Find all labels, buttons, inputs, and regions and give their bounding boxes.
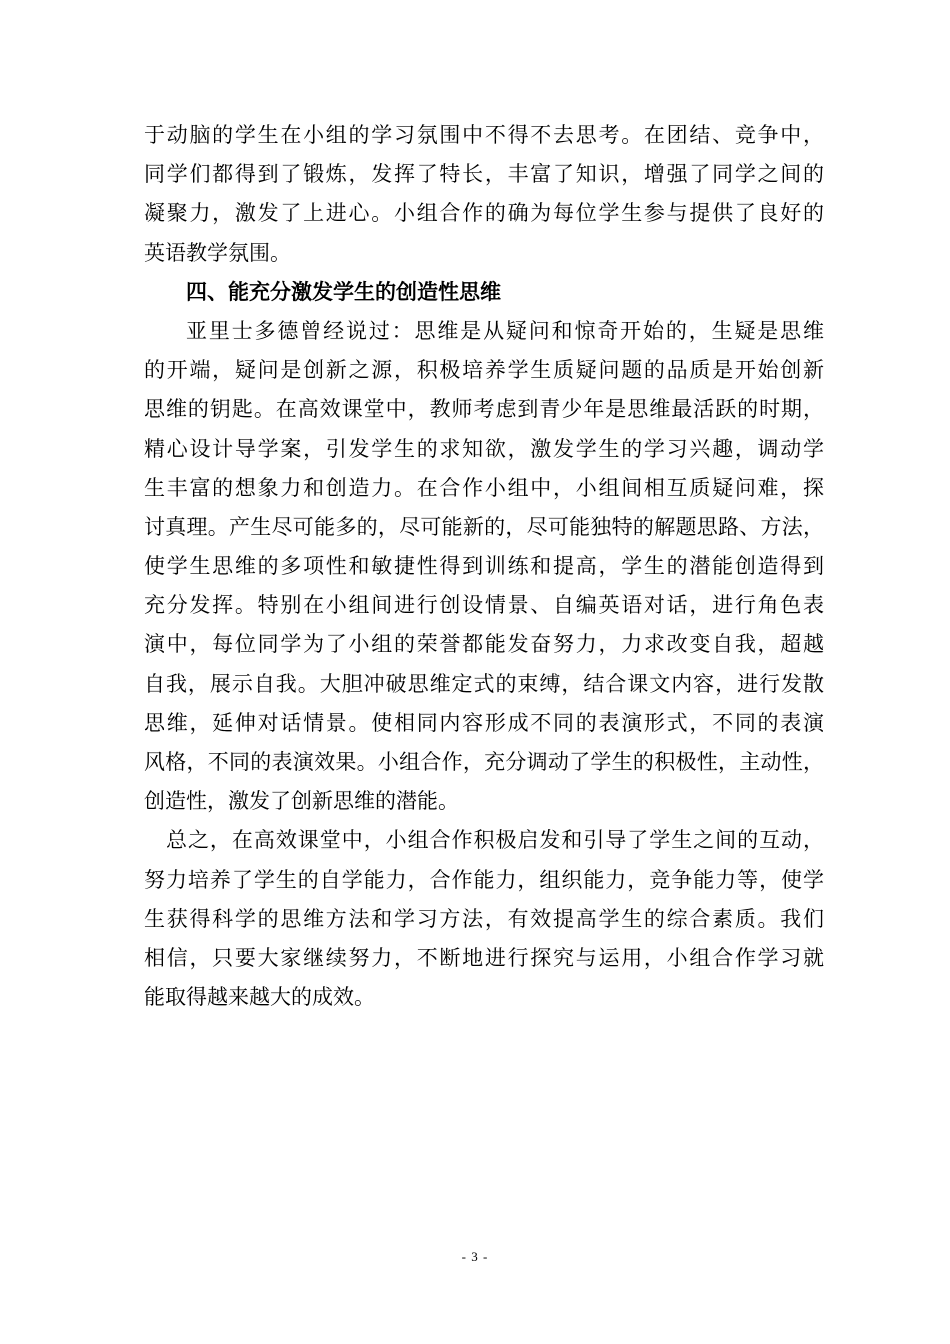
section-heading: 四、能充分激发学生的创造性思维 — [186, 279, 501, 304]
text-line: 思维，延伸对话情景。使相同内容形成不同的表演形式，不同的表演 — [144, 710, 824, 735]
text-line: 生丰富的想象力和创造力。在合作小组中，小组间相互质疑问难，探 — [144, 475, 824, 500]
text-line: 的开端，疑问是创新之源，积极培养学生质疑问题的品质是开始创新 — [144, 358, 824, 383]
text-line: 能取得越来越大的成效。 — [144, 985, 375, 1010]
text-line: 演中，每位同学为了小组的荣誉都能发奋努力，力求改变自我，超越 — [144, 632, 824, 657]
text-line: 思维的钥匙。在高效课堂中，教师考虑到青少年是思维最活跃的时期， — [144, 397, 824, 422]
paragraph-conclusion — [144, 821, 824, 1017]
document-body — [144, 116, 824, 1017]
text-line: 使学生思维的多项性和敏捷性得到训练和提高，学生的潜能创造得到 — [144, 554, 824, 579]
text-line: 相信，只要大家继续努力，不断地进行探究与运用，小组合作学习就 — [144, 945, 824, 970]
text-line: 亚里士多德曾经说过：思维是从疑问和惊奇开始的，生疑是思维 — [186, 318, 824, 343]
text-line: 风格，不同的表演效果。小组合作，充分调动了学生的积极性，主动性， — [144, 750, 824, 774]
text-line: 创造性，激发了创新思维的潜能。 — [144, 789, 459, 814]
text-line: 努力培养了学生的自学能力，合作能力，组织能力，竞争能力等，使学 — [144, 867, 824, 892]
text-line: 充分发挥。特别在小组间进行创设情景、自编英语对话，进行角色表 — [144, 593, 824, 618]
text-line: 凝聚力，激发了上进心。小组合作的确为每位学生参与提供了良好的 — [144, 201, 824, 226]
text-line: 总之，在高效课堂中，小组合作积极启发和引导了学生之间的互动， — [166, 828, 824, 853]
page-number: - 3 - — [461, 1249, 489, 1264]
paragraph-continued — [144, 116, 824, 273]
text-line: 自我，展示自我。大胆冲破思维定式的束缚，结合课文内容，进行发散 — [144, 671, 824, 696]
text-line: 精心设计导学案，引发学生的求知欲，激发学生的学习兴趣，调动学 — [144, 436, 824, 461]
text-line: 生获得科学的思维方法和学习方法，有效提高学生的综合素质。我们 — [144, 906, 824, 931]
text-line: 英语教学氛围。 — [144, 240, 291, 265]
text-line: 于动脑的学生在小组的学习氛围中不得不去思考。在团结、竞争中， — [144, 123, 824, 147]
paragraph-creativity — [144, 312, 824, 821]
text-line: 同学们都得到了锻炼，发挥了特长，丰富了知识，增强了同学之间的 — [144, 162, 824, 187]
text-line: 讨真理。产生尽可能多的，尽可能新的，尽可能独特的解题思路、方法， — [144, 514, 824, 539]
